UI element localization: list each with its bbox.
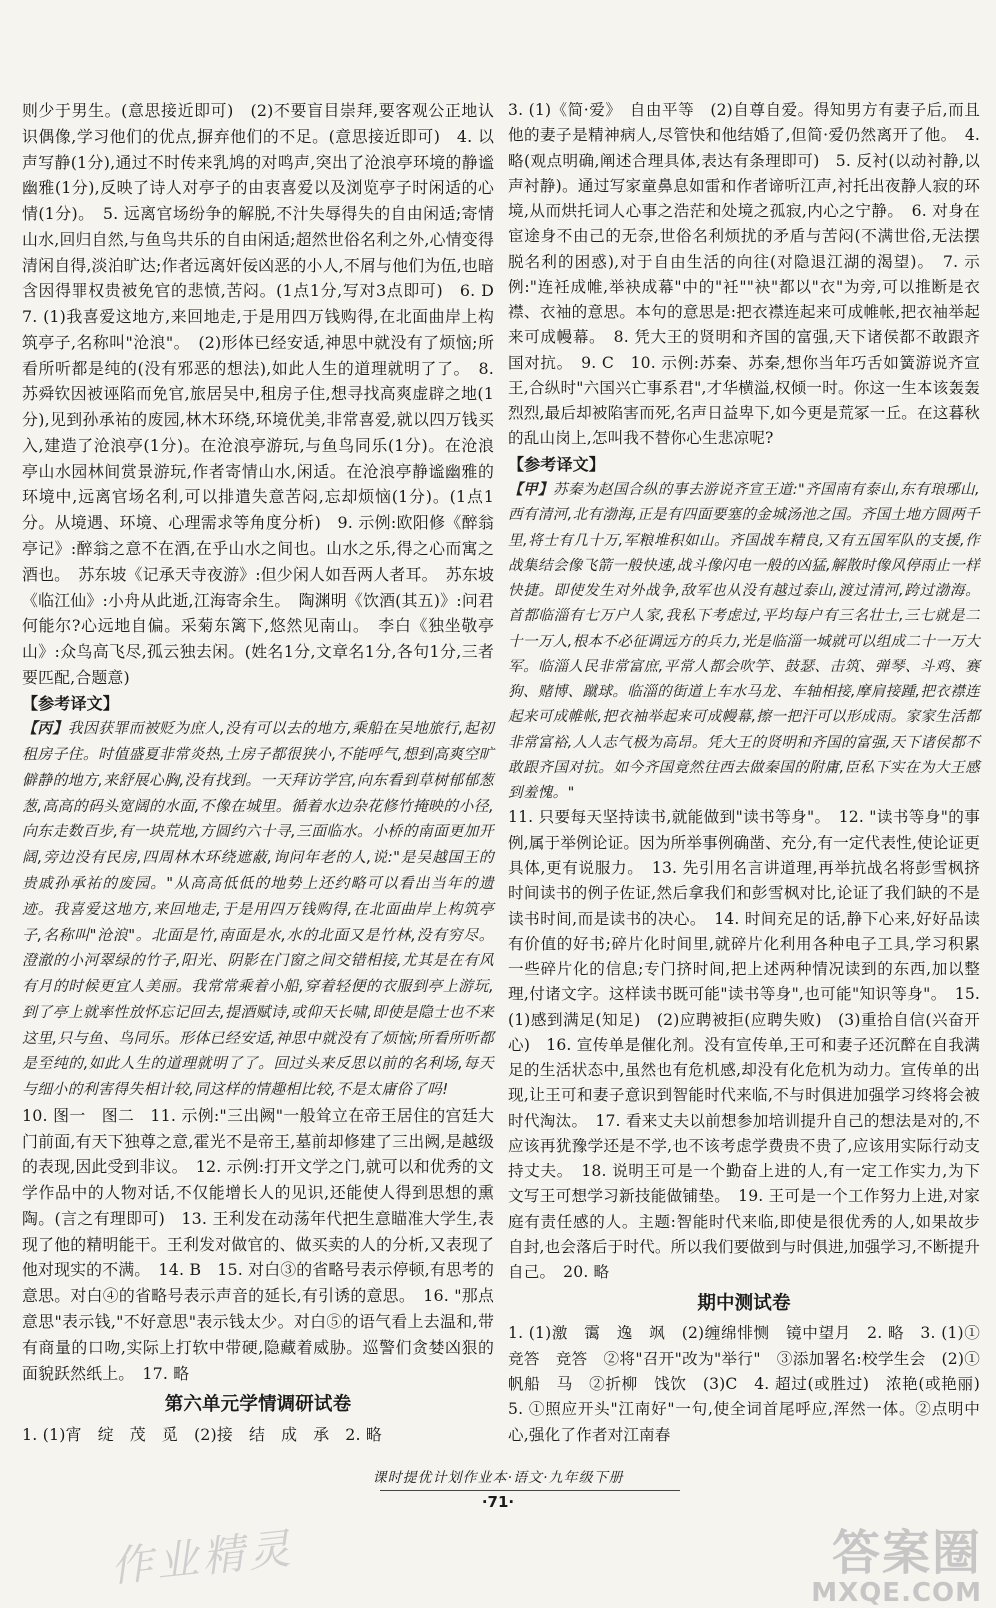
left-column	[22, 98, 511, 1448]
translation-jia	[508, 477, 980, 805]
page-number: ·71·	[481, 1493, 515, 1511]
right-answers-part2: 11. 只要每天坚持读书,就能做到"读书等身"。 12. "读书等身"的事例,属于举例论证。因为所举事例确凿、充分,有一定代表性,使论证更具体,更有说服力。 13. 先引用名言讲道理,再举抗战名将彭雪枫挤时间读书的例子佐证,然后拿我们和彭雪枫对比,论证了我们缺的不是读书时间,而是读书的决心。 14. 时间充足的话,静下心来,好好品读有价值的好书;碎片化时间里,就碎片化利用各种电子工具,学习积累一些碎片化的信息;专门挤时间,把上述两种情况读到的东西,加以整理,付诸文字。这样读书既可能"读书等身",也可能"知识等身"。 15. (1)感到满足(知足) (2)应聘被拒(应聘失败) (3)重拾自信(兴奋开心) 16. 宣传单是催化剂。没有宣传单,王可和妻子还沉醉在自我满足的生活状态中,虽然也有危机感,却没有化危机为动力。宣传单的出现,让王可和妻子意识到智能时代来临,不与时俱进加强学习终将会被时代淘汰。 17. 看来丈夫以前想参加培训提升自己的想法是对的,不应该再犹豫学还是不学,也不该考虑学费贵不贵了,应该用实际行动支持丈夫。 18. 说明王可是一个勤奋上进的人,有一定工作实力,为下文写王可想学习新技能做铺垫。 19. 王可是一个工作努力上进,对家庭有责任感的人。主题:智能时代来临,即使是很优秀的人,如果故步自封,也会落后于时代。所以我们要做到与时俱进,加强学习,不断提升自己。 20. 略	[508, 808, 980, 1282]
translation-bing	[22, 716, 494, 1102]
translation-bing-text: 我因获罪而被贬为庶人,没有可以去的地方,乘船在吴地旅行,起初租房子住。时值盛夏非常炎热,土房子都很狭小,不能呼气,想到高爽空旷僻静的地方,来舒展心胸,没有找到。一天拜访学宫,向东看到草树郁郁葱葱,高高的码头宽阔的水面,不像在城里。循着水边杂花修竹掩映的小径,向东走数百步,有一块荒地,方圆约六十寻,三面临水。小桥的南面更加开阔,旁边没有民房,四周林木环绕遮蔽,询问年老的人,说:"是吴越国王的贵戚孙承祐的废园。"从高高低低的地势上还约略可以看出当年的遗迹。我喜爱这地方,来回地走,于是用四万钱购得,在北面曲岸上构筑亭子,名称叫"沧浪"。北面是竹,南面是水,水的北面又是竹林,没有穷尽。澄澈的小河翠绿的竹子,阳光、阴影在门窗之间交错相接,尤其是在有风有月的时候更宜人美丽。我常常乘着小船,穿着轻便的衣服到亭上游玩,到了亭上就率性放怀忘记回去,提酒赋诗,或仰天长啸,即使是隐士也不来这里,只与鱼、鸟同乐。形体已经安适,神思中就没有了烦恼;所看所听都是至纯的,如此人生的道理就明了了。回过头来反思以前的名利场,每天与细小的利害得失相计较,同这样的情趣相比较,不是太庸俗了吗!	[22, 719, 494, 1099]
brand-url: MXQE.COM	[811, 1578, 982, 1608]
left-answers-part1: 则少于男生。(意思接近即可) (2)不要盲目崇拜,要客观公正地认识偶像,学习他们的优点,摒弃他们的不足。(意思接近即可) 4. 以声写静(1分),通过不时传来乳鸠的对鸣声,突出了沧浪亭环境的静谧幽雅(1分),反映了诗人对亭子的由衷喜爱以及浏览亭子时闲适的心情(1分)。 5. 远离官场纷争的解脱,不汁失辱得失的自由闲适;寄情山水,回归自然,与鱼鸟共乐的自由闲适;超然世俗名利之外,心情变得清闲自得,淡泊旷达;作者远离奸佞凶恶的小人,不屑与他们为伍,也暗含因得罪权贵被免官的悲愤,苦闷。(1点1分,写对3点即可) 6. D 7. (1)我喜爱这地方,来回地走,于是用四万钱购得,在北面曲岸上构筑亭子,名称叫"沧浪"。 (2)形体已经安适,神思中就没有了烦恼;所看所听都是纯的(没有邪恶的想法),如此人生的道理就明了了。 8. 苏舜钦因被诬陷而免官,旅居吴中,租房子住,想寻找高爽虚辟之地(1分),见到孙承祐的废园,林木环绕,环境优美,非常喜爱,就以四万钱买入,建造了沧浪亭(1分)。在沧浪亭游玩,与鱼鸟同乐(1分)。在沧浪亭山水园林间赏景游玩,作者寄情山水,闲适。在沧浪亭静谧幽雅的环境中,远离官场名利,可以排遣失意苦闷,忘却烦恼(1分)。(1点1分。从境遇、环境、心理需求等角度分析) 9. 示例:欧阳修《醉翁亭记》:醉翁之意不在酒,在乎山水之间也。山水之乐,得之心而寓之酒也。 苏东坡《记承天寺夜游》:但少闲人如吾两人者耳。 苏东坡《临江仙》:小舟从此逝,江海寄余生。 陶渊明《饮酒(其五)》:问君何能尔?心远地自偏。采菊东篱下,悠然见南山。 李白《独坐敬亭山》:众鸟高飞尽,孤云独去闲。(姓名1分,文章名1分,各句1分,三者要匹配,合题意)	[22, 101, 511, 687]
book-title: 课时提优计划作业本·语文·九年级下册	[372, 1470, 624, 1486]
section-title-unit6: 第六单元学情调研试卷	[164, 1394, 352, 1416]
brand-logo-text: 答案圈	[831, 1525, 982, 1581]
translation-tag-jia: 【甲】	[508, 480, 553, 498]
watermark-brand	[811, 1525, 982, 1608]
reference-translation-label: 【参考译文】	[508, 454, 605, 474]
left-answers-part2: 10. 图一 图二 11. 示例:"三出阙"一般耸立在帝王居住的宫廷大门前面,有天下独尊之意,霍光不是帝王,墓前却修建了三出阙,是越级的表现,因此受到非议。 12. 示例:打开文学之门,就可以和优秀的文学作品中的人物对话,不仅能增长人的见识,还能使人得到思想的熏陶。(言之有理即可) 13. 王利发在动荡年代把生意瞄准大学生,表现了他的精明能干。王利发对做官的、做买卖的人的分析,又表现了他对现实的不满。 14. B 15. 对白③的省略号表示停顿,有思考的意思。对白④的省略号表示声音的延长,有引诱的意思。 16. "那点意思"表示钱,"不好意思"表示钱太少。对白⑤的语气看上去温和,带有商量的口吻,实际上打软中带硬,隐藏着威胁。巡警们贪婪凶狠的面貌跃然纸上。 17. 略	[22, 1105, 494, 1383]
reference-translation-label: 【参考译文】	[22, 693, 119, 713]
footer-divider	[380, 1490, 680, 1491]
right-column	[508, 98, 996, 1448]
right-answers-part3: 1. (1)激 霭 逸 飒 (2)缠绵悱恻 镜中望月 2. 略 3. (1)①竞答 竞答 ②将"召开"改为"举行" ③添加署名:校学生会 (2)①帆船 马 ②折柳 饯饮 (3)C 4. 超过(或胜过) 浓艳(或艳丽) 5. ①照应开头"江南好"一句,使全词首尾呼应,浑然一体。②点明中心,强化了作者对江南春	[508, 1324, 996, 1444]
translation-tag-bing: 【丙】	[22, 719, 68, 738]
right-answers-part1: 3. (1)《简·爱》 自由平等 (2)自尊自爱。得知男方有妻子后,而且他的妻子是精神病人,尽管快和他结婚了,但简·爱仍然离开了他。 4. 略(观点明确,阐述合理具体,表达有条理即可) 5. 反衬(以动衬静,以声衬静)。通过写家童鼻息如雷和作者谛听江声,衬托出夜静人寂的环境,从而烘托词人心事之浩茫和处境之孤寂,内心之宁静。 6. 对身在宦途身不由己的无奈,世俗名利烦扰的矛盾与苦闷(不满世俗,无法摆脱名利的困惑),对于自由生活的向往(对隐退江湖的渴望)。 7. 示例:"连衽成帷,举袂成幕"中的"衽""袂"都以"衣"为旁,可以推断是衣襟、衣袖的意思。本句的意思是:把衣襟连起来可成帷帐,把衣袖举起来可成幔幕。 8. 凭大王的贤明和齐国的富强,天下诸侯都不敢跟齐国对抗。 9. C 10. 示例:苏秦、苏秦,想你当年巧舌如簧游说齐宣王,合纵时"六国兴亡事系君",才华横溢,权倾一时。你这一生本该轰轰烈烈,最后却被陷害而死,名声日益卑下,如今更是荒冢一丘。在这暮秋的乱山岗上,怎叫我不替你心生悲凉呢?	[508, 101, 980, 448]
watermark-left: 作业精灵	[108, 1523, 297, 1592]
section-title-midterm: 期中测试卷	[697, 1293, 791, 1315]
left-answers-part3: 1. (1)宵 绽 茂 觅 (2)接 结 成 承 2. 略	[22, 1425, 382, 1445]
translation-jia-text: 苏秦为赵国合纵的事去游说齐宣王道:"齐国南有泰山,东有琅琊山,西有清河,北有渤海,正是有四面要塞的金城汤池之国。齐国土地方圆两千里,将士有几十万,军粮堆积如山。齐国战车精良,又有五国军队的支援,作战集结会像飞箭一般快速,战斗像闪电一般的凶猛,解散时像风停雨止一样快捷。即使发生对外战争,敌军也从没有越过泰山,渡过清河,跨过渤海。首都临淄有七万户人家,我私下考虑过,平均每户有三名壮士,三七就是二十一万人,根本不必征调远方的兵力,光是临淄一城就可以组成二十一万大军。临淄人民非常富庶,平常人都会吹竽、鼓瑟、击筑、弹琴、斗鸡、赛狗、赌博、蹴球。临淄的街道上车水马龙、车轴相接,摩肩接踵,把衣襟连起来可成帷帐,把衣袖举起来可成幔幕,擦一把汗可以形成雨。家家生活都非常富裕,人人志气极为高昂。凭大王的贤明和齐国的富强,天下诸侯都不敢跟齐国对抗。如今齐国竟然往西去做秦国的附庸,臣私下实在为大王感到羞愧。"	[508, 480, 980, 802]
